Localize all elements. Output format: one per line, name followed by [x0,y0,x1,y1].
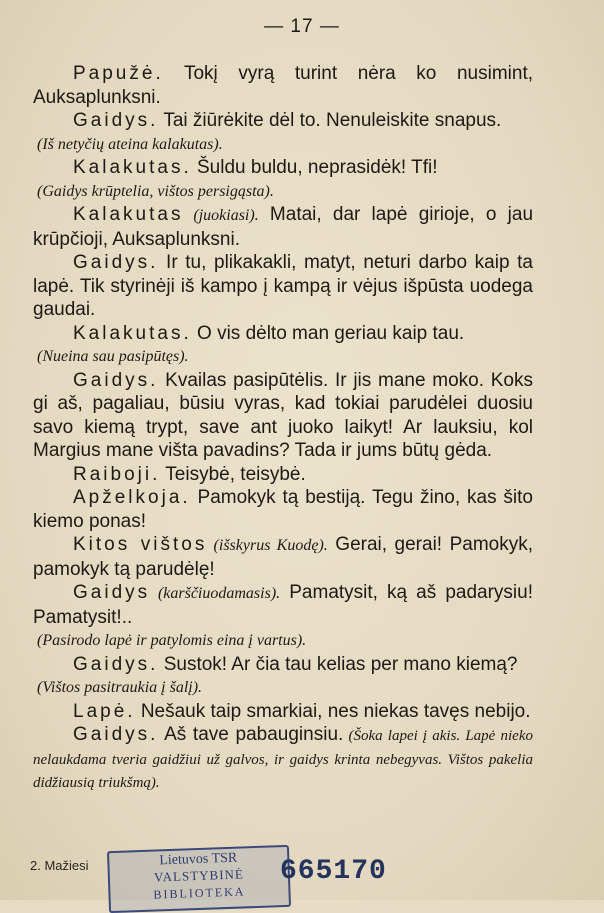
speaker-aside: (juokiasi). [183,207,259,224]
line-text: Pamatysit, ką aš padarysiu! Pamatysit!.. [33,582,533,628]
speaker-name: Kitos vištos [73,534,208,555]
dialogue-line [33,251,533,322]
dialogue-line [33,322,533,346]
line-text: Aš tave pabauginsiu. [158,724,344,745]
stamp-line-1: Lietuvos TSR [159,850,238,869]
dialogue-line [33,463,533,487]
stage-direction: (Gaidys krūptelia, vištos persigąsta). [37,182,274,200]
dialogue-line [33,156,533,180]
printer-signature: 2. Mažiesi [30,858,89,873]
speaker-name: Papužė. [73,63,164,84]
speaker-name: Gaidys. [73,369,159,391]
line-text: Nešauk taip smarkiai, nes niekas tavęs nebijo. [135,700,531,722]
stage-direction: (Nueina sau pasipūtęs). [37,348,189,365]
line-text: Kvailas pasipūtėlis. Ir jis mane moko. Koks gi aš, pagaliau, būsiu vyras, kad tokiai parudėlei duosiu savo kiemą trypt, save ant juoko laikyt! Ar lauksiu, kol Margius mane višta pavadins? Tada ir jums būtų gėda. [33,369,533,461]
dialogue-line [33,700,533,724]
play-text [33,62,533,794]
dialogue-line [33,109,533,133]
line-text: Teisybė, teisybė. [160,463,306,485]
speaker-name: Kalakutas [73,204,184,225]
dialogue-line [33,723,533,794]
line-text: Sustok! Ar čia tau kelias per mano kiemą? [158,653,518,675]
speaker-name: Gaidys. [73,724,159,745]
speaker-name: Kalakutas. [73,157,192,178]
dialogue-line [33,581,533,629]
dialogue-line [33,653,533,677]
line-text: Tokį vyrą turint nėra ko nusimint, Auksaplunksni. [33,63,533,108]
speaker-name: Gaidys. [73,110,159,131]
dialogue-line [33,62,533,109]
speaker-name: Apželkoja. [73,487,191,508]
line-text: Šuldu buldu, neprasidėk! Tfi! [191,157,438,178]
stamp-line-2: VALSTYBINĖ [153,866,245,885]
stamp-line-3: BIBLIOTEKA [153,884,246,902]
inventory-number: 665170 [280,856,387,887]
line-text: Tai žiūrėkite dėl to. Nenuleiskite snapus. [158,110,502,131]
speaker-aside: (karščiuodamasis). [150,585,281,602]
speaker-aside: (išskyrus Kuodę). [207,537,328,554]
line-text: Pamokyk tą bestiją. Tegu žino, kas šito kiemo ponas! [33,487,533,532]
stage-direction-inline: (Šoka lapei į akis. Lapė nieko nelaukdama tveria gaidžiui už galvos, ir gaidys krinta nebegyvas. Vištos pakelia didžiausią triukšmą). [33,728,533,791]
speaker-name: Kalakutas. [73,322,192,344]
stage-direction: (Iš netyčių ateina kalakutas). [37,135,223,153]
speaker-name: Gaidys. [73,252,159,273]
speaker-name: Gaidys [73,582,151,603]
page-footer [30,848,590,900]
dialogue-line [33,486,533,533]
dialogue-line [33,533,533,581]
stage-direction: (Pasirodo lapė ir patylomis eina į vartus). [37,632,307,649]
line-text: Gerai, gerai! Pamokyk, pamokyk tą parudėlę! [33,534,533,580]
dialogue-line [33,203,533,251]
speaker-name: Raiboji. [73,463,161,485]
library-stamp [107,845,291,913]
stage-direction: (Vištos pasitraukia į šalį). [37,679,203,696]
speaker-name: Gaidys. [73,653,159,675]
line-text: Ir tu, plikakakli, matyt, neturi darbo kaip ta lapė. Tik styrinėji iš kampo į kampą ir vėjus išpūsta uodega gaudai. [33,252,533,320]
speaker-name: Lapė. [73,700,136,722]
page-number: — 17 — [264,16,340,37]
line-text: O vis dėlto man geriau kaip tau. [191,322,465,344]
line-text: Matai, dar lapė girioje, o jau krūpčioji, Auksaplunksni. [33,204,534,250]
dialogue-line [33,369,533,463]
